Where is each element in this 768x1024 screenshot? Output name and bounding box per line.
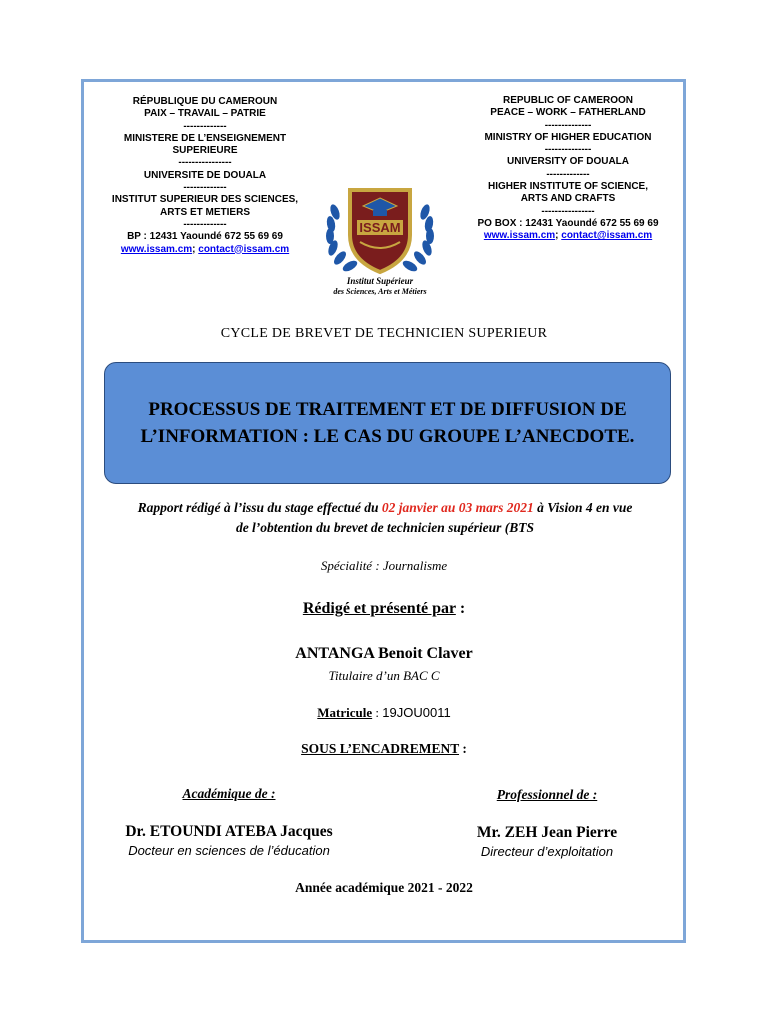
header-line: HIGHER INSTITUTE OF SCIENCE, [487, 181, 648, 193]
header-separator: ------------- [183, 182, 227, 194]
report-text: de l’obtention du brevet de technicien supérieur (BTS [235, 520, 535, 535]
presented-by-label: Rédigé et présenté par [302, 600, 456, 617]
issam-logo [305, 180, 455, 300]
header-separator: ---------------- [178, 157, 232, 169]
student-name: ANTANGA Benoit Claver [295, 645, 473, 662]
header-line: REPUBLIC OF CAMEROON [503, 95, 633, 106]
student-diploma: Titulaire d’un BAC C [328, 668, 440, 683]
header-separator: -------------- [544, 119, 592, 131]
link-separator: ; [555, 230, 562, 242]
logo-caption: Institut Supérieur [346, 276, 414, 286]
supervision-label: SOUS L’ENCADREMENT [301, 741, 460, 756]
academic-supervisor-title: Docteur en sciences de l’éducation [128, 843, 330, 858]
header-line: UNIVERSITE DE DOUALA [143, 169, 267, 181]
header-line: INSTITUT SUPERIEUR DES SCIENCES, [111, 194, 299, 206]
header-line: ARTS AND CRAFTS [520, 193, 616, 205]
header-separator: ------------- [183, 218, 227, 230]
link-separator: ; [192, 243, 199, 255]
title-line: PROCESSUS DE TRAITEMENT ET DE DIFFUSION DE [148, 399, 627, 420]
report-title [129, 396, 647, 450]
header-line: MINISTERE DE L’ENSEIGNEMENT [123, 132, 287, 144]
logo-text: ISSAM [359, 220, 401, 235]
header-line: SUPERIEURE [172, 145, 238, 157]
header-address: BP : 12431 Yaoundé 672 55 69 69 [127, 231, 283, 243]
header-left [108, 96, 302, 256]
header-separator: -------------- [544, 144, 592, 156]
header-line: PAIX – TRAVAIL – PATRIE [144, 108, 266, 120]
header-line: ARTS ET METIERS [159, 206, 250, 218]
professional-supervisor-heading: Professionnel de : [496, 787, 598, 802]
report-description [90, 498, 680, 538]
header-line: RÉPUBLIQUE DU CAMEROUN [132, 96, 278, 107]
report-text: à Vision 4 en vue [533, 500, 633, 515]
professional-supervisor-title: Directeur d’exploitation [480, 844, 614, 859]
professional-supervisor-name: Mr. ZEH Jean Pierre [476, 824, 618, 841]
website-link[interactable]: www.issam.cm [483, 230, 556, 242]
cycle-heading: CYCLE DE BREVET DE TECHNICIEN SUPERIEUR [220, 326, 548, 341]
header-line: UNIVERSITY OF DOUALA [506, 156, 630, 168]
academic-year: Année académique 2021 - 2022 [295, 880, 473, 895]
supervision-colon: : [459, 741, 467, 756]
header-line: MINISTRY OF HIGHER EDUCATION [484, 131, 652, 143]
academic-supervisor-name: Dr. ETOUNDI ATEBA Jacques [125, 823, 333, 840]
presented-by-heading [0, 600, 768, 618]
specialty: Spécialité : Journalisme [320, 558, 448, 573]
title-box [104, 362, 671, 484]
internship-dates: 02 janvier au 03 mars 2021 [381, 500, 534, 515]
website-link[interactable]: www.issam.cm [120, 243, 193, 255]
header-separator: ---------------- [541, 205, 595, 217]
title-line: L’INFORMATION : LE CAS DU GROUPE L’ANECDOTE. [140, 426, 635, 447]
academic-supervisor-heading: Académique de : [182, 786, 276, 801]
header-line: PEACE – WORK – FATHERLAND [490, 107, 646, 119]
matricule-label: Matricule [317, 705, 373, 720]
presented-by-colon: : [455, 600, 466, 617]
supervision-heading [0, 741, 768, 757]
matricule-sep: : [372, 705, 383, 720]
header-right [462, 95, 674, 243]
logo-caption: des Sciences, Arts et Métiers [333, 287, 427, 296]
email-link[interactable]: contact@issam.cm [198, 243, 290, 255]
student-matricule [0, 705, 768, 721]
header-address: PO BOX : 12431 Yaoundé 672 55 69 69 [477, 217, 659, 229]
header-separator: ------------- [183, 120, 227, 132]
email-link[interactable]: contact@issam.cm [561, 230, 653, 242]
matricule-value: 19JOU0011 [382, 705, 451, 720]
header-separator: ------------- [546, 168, 590, 180]
report-text: Rapport rédigé à l’issu du stage effectué du [137, 500, 382, 515]
